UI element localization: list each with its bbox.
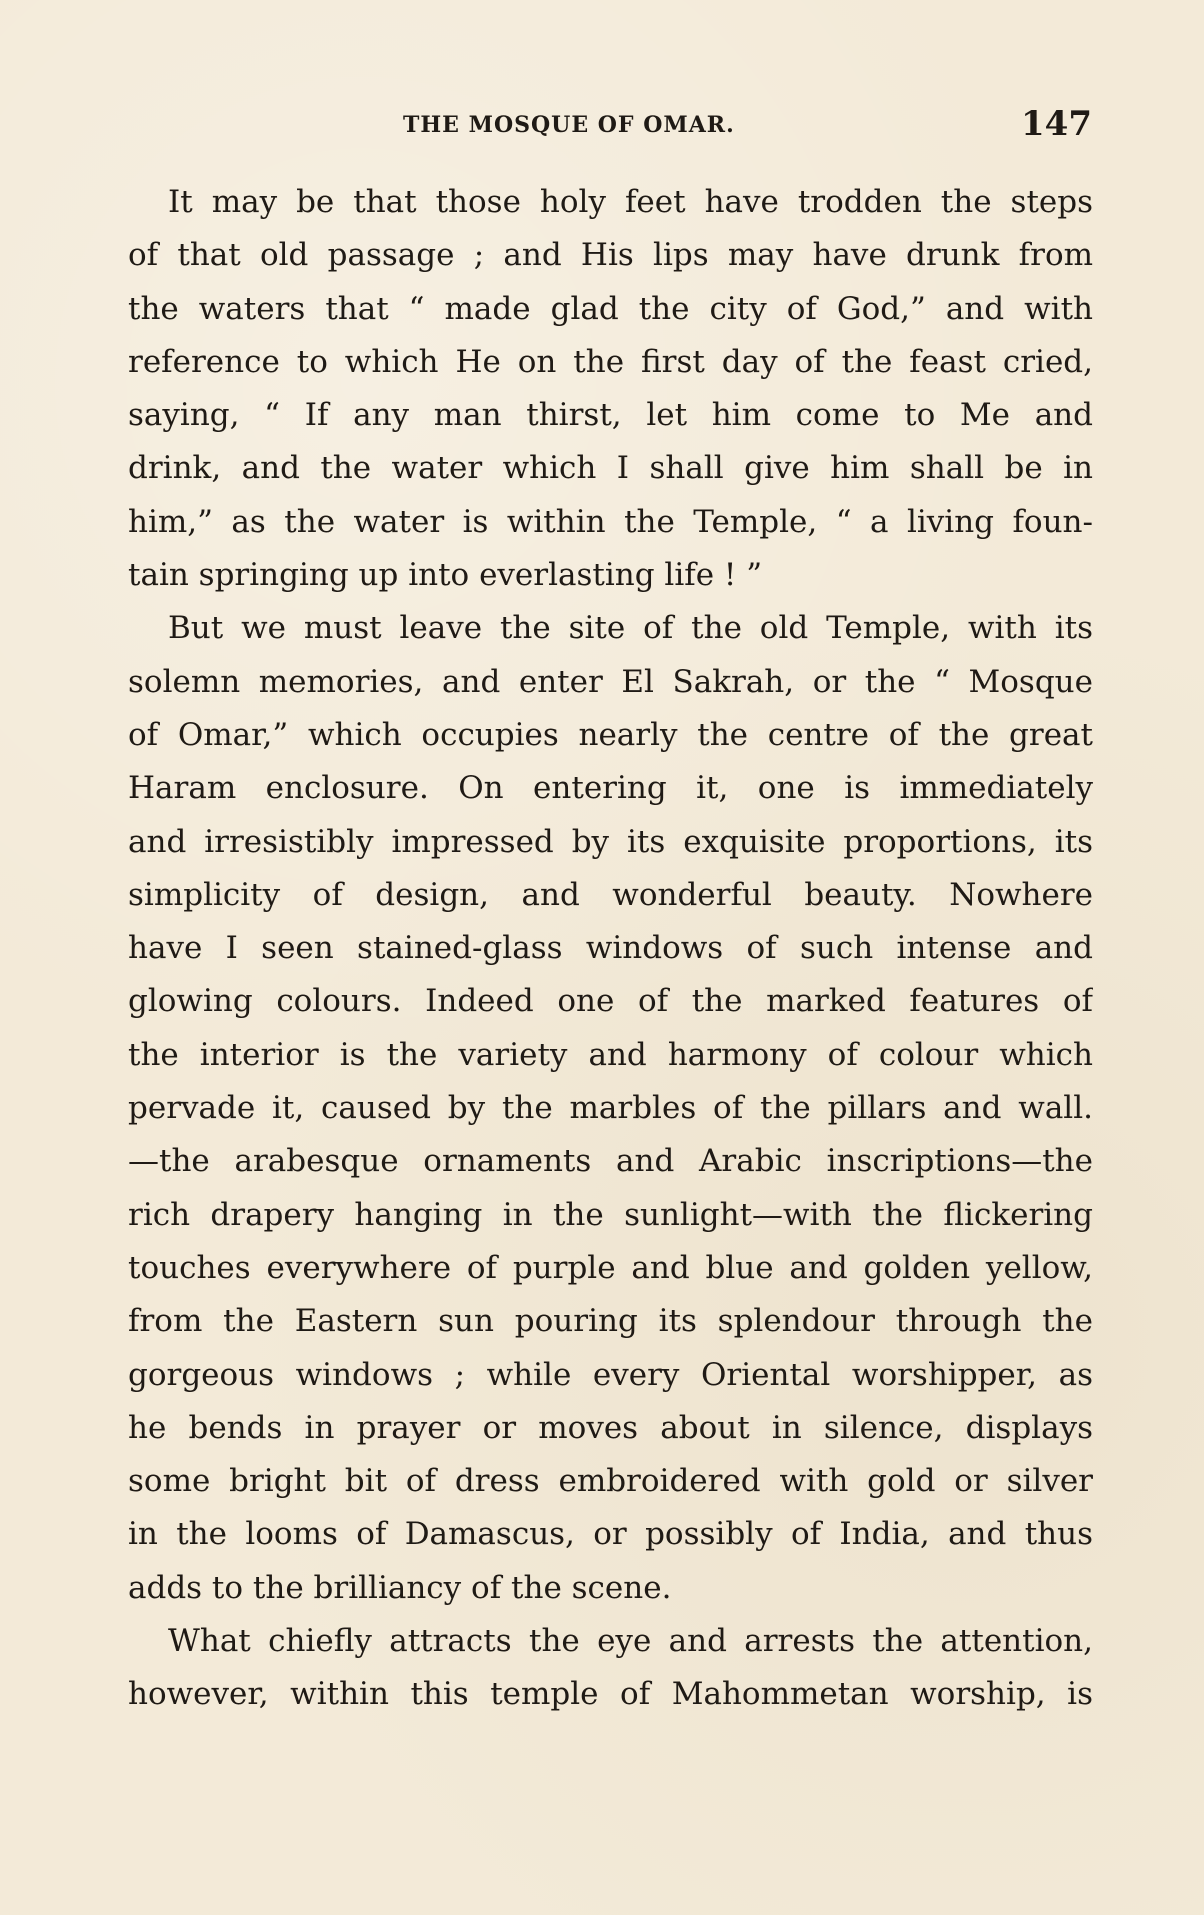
text-line: But we must leave the site of the old Temple, with its bbox=[168, 610, 1093, 647]
body-text bbox=[128, 176, 1093, 1722]
text-line: gorgeous windows ; while every Oriental worshipper, as bbox=[128, 1356, 1093, 1393]
text-line: saying, “ If any man thirst, let him come to Me and bbox=[128, 397, 1093, 434]
running-title: THE MOSQUE OF OMAR. bbox=[403, 112, 735, 138]
text-line: of that old passage ; and His lips may have drunk from bbox=[128, 237, 1093, 274]
page-number: 147 bbox=[1021, 104, 1092, 144]
text-line: have I seen stained-glass windows of such intense and bbox=[128, 930, 1093, 967]
text-line: tain springing up into everlasting life ! ” bbox=[128, 557, 763, 594]
text-line: rich drapery hanging in the sunlight—with the flickering bbox=[128, 1196, 1093, 1233]
text-line: however, within this temple of Mahommetan worship, is bbox=[128, 1676, 1093, 1713]
text-line: —the arabesque ornaments and Arabic inscriptions—the bbox=[128, 1143, 1093, 1180]
text-line: reference to which He on the first day of the feast cried, bbox=[128, 343, 1093, 380]
text-line: the interior is the variety and harmony of colour which bbox=[128, 1036, 1093, 1073]
text-line: from the Eastern sun pouring its splendour through the bbox=[128, 1303, 1093, 1340]
text-line: adds to the brilliancy of the scene. bbox=[128, 1569, 672, 1606]
text-line: glowing colours. Indeed one of the marked features of bbox=[128, 983, 1093, 1020]
text-line: the waters that “ made glad the city of God,” and with bbox=[128, 290, 1093, 327]
text-line: pervade it, caused by the marbles of the pillars and wall. bbox=[128, 1090, 1093, 1127]
page-header bbox=[128, 104, 1092, 148]
text-line: It may be that those holy feet have trodden the steps bbox=[168, 184, 1093, 220]
text-line: drink, and the water which I shall give him shall be in bbox=[128, 450, 1093, 487]
text-line: some bright bit of dress embroidered with gold or silver bbox=[128, 1463, 1093, 1500]
text-line: and irresistibly impressed by its exquisite proportions, its bbox=[128, 823, 1093, 860]
text-line: What chiefly attracts the eye and arrests the attention, bbox=[168, 1623, 1093, 1660]
text-line: in the looms of Damascus, or possibly of India, and thus bbox=[128, 1516, 1093, 1553]
text-line: he bends in prayer or moves about in silence, displays bbox=[128, 1409, 1093, 1446]
text-line: touches everywhere of purple and blue and golden yellow, bbox=[128, 1249, 1093, 1286]
text-line: simplicity of design, and wonderful beauty. Nowhere bbox=[128, 876, 1093, 913]
text-line: of Omar,” which occupies nearly the centre of the great bbox=[128, 716, 1093, 753]
text-line: solemn memories, and enter El Sakrah, or the “ Mosque bbox=[128, 663, 1093, 700]
text-line: him,” as the water is within the Temple, “ a living foun- bbox=[128, 503, 1093, 540]
text-line: Haram enclosure. On entering it, one is immediately bbox=[128, 770, 1093, 807]
